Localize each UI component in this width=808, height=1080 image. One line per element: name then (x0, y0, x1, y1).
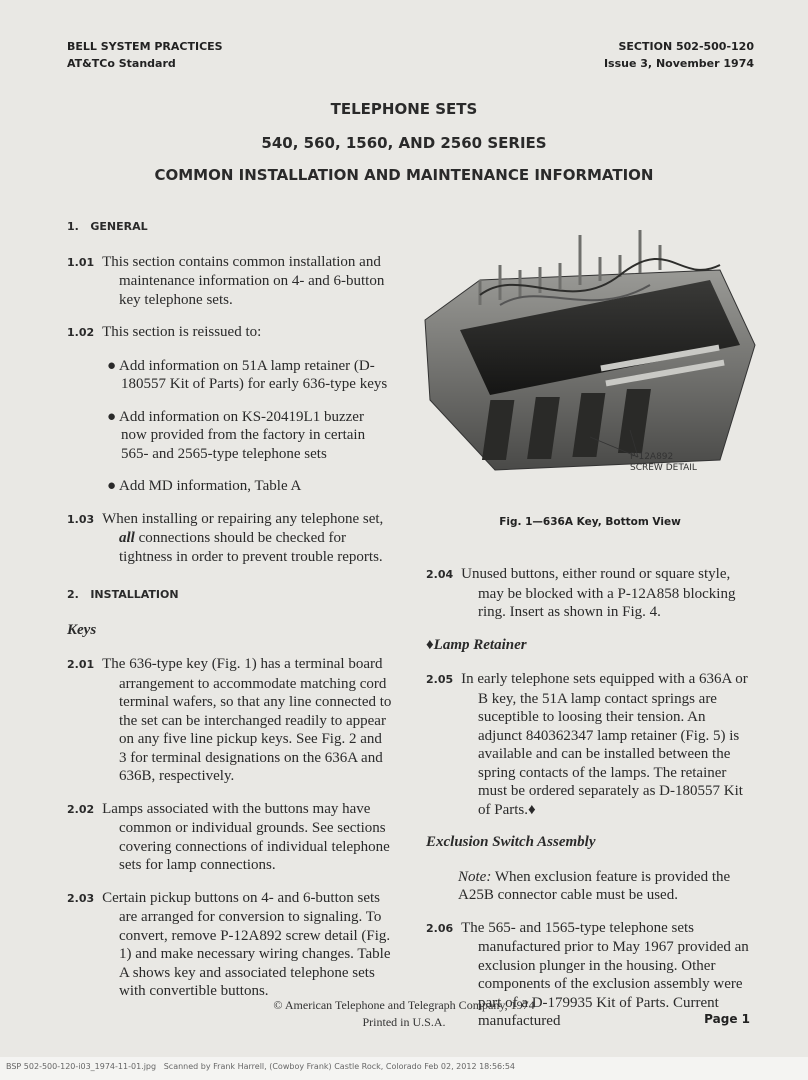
right-column (426, 565, 752, 1045)
paragraph-2-02: 2.02 Lamps associated with the buttons may have common or individual grounds. See sections covering connections of individual telephone sets for lamp connections. (67, 800, 390, 873)
header-issue: Issue 3, November 1974 (603, 57, 754, 70)
header-right (604, 38, 754, 72)
footer-copyright-block (0, 997, 808, 1031)
printed-in: Printed in U.S.A. (362, 1015, 446, 1029)
left-column (67, 218, 392, 1015)
paragraph-2-03: 2.03 Certain pickup buttons on 4- and 6-button sets are arranged for conversion to signaling. To convert, remove P-12A892 screw detail (Fig. 1) and make necessary wiring changes. Table A shows key and associated telephone sets with convertible buttons. (67, 889, 391, 999)
note-exclusion: Note: When exclusion feature is provided the A25B connector cable must be used. (458, 868, 731, 903)
paragraph-2-04: 2.04 Unused buttons, either round or square style, may be blocked with a P-12A858 blocking ring. Insert as shown in Fig. 4. (426, 566, 736, 620)
figure-636a-key-photo (420, 225, 760, 480)
bullet-buzzer: ● Add information on KS-20419L1 buzzer now provided from the factory in certain 565- and 2565-type telephone sets (107, 408, 366, 462)
figure-caption: Fig. 1—636A Key, Bottom View (499, 516, 681, 528)
paragraph-1-01: 1.01 This section contains common installation and maintenance information on 4- and 6-button key telephone sets. (67, 253, 385, 308)
title-series: 540, 560, 1560, AND 2560 SERIES (261, 134, 547, 152)
page-number: Page 1 (704, 1012, 750, 1026)
scan-info-strip (0, 1057, 808, 1080)
bullet-lamp-retainer: ● Add information on 51A lamp retainer (D-180557 Kit of Parts) for early 636-type keys (107, 357, 388, 392)
paragraph-2-06: 2.06 The 565- and 1565-type telephone sets manufactured prior to May 1967 provided an exclusion plunger in the housing. Other components of the exclusion assembly were part of a D-179935 Kit of Parts. Current manufactured (426, 919, 749, 1029)
title-telephone-sets: TELEPHONE SETS (330, 100, 478, 118)
figure-callout: P-12A892 SCREW DETAIL (630, 452, 697, 473)
header-publication: BELL SYSTEM PRACTICES (67, 40, 223, 53)
paragraph-2-05: 2.05 In early telephone sets equipped with a 636A or B key, the 51A lamp contact springs are suceptible to loosing their tension. An adjunct 840362347 lamp retainer (Fig. 5) is available and can be installed between the spring contacts of the lamps. The retainer must be ordered separately as D-180557 Kit of Parts.♦ (426, 671, 748, 818)
scan-info: BSP 502-500-120-i03_1974-11-01.jpg Scanned by Frank Harrell, (Cowboy Frank) Castle Rock, Colorado Feb 02, 2012 18:56:54 (6, 1062, 515, 1071)
header-section: SECTION 502-500-120 (618, 40, 754, 53)
section-general-heading: 1. GENERAL (67, 220, 148, 233)
header-standard: AT&TCo Standard (67, 57, 176, 70)
paragraph-1-03: 1.03 When installing or repairing any telephone set, all connections should be checked for tightness in order to prevent trouble reports. (67, 510, 384, 565)
title-common-info: COMMON INSTALLATION AND MAINTENANCE INFORMATION (154, 166, 654, 184)
exclusion-switch-heading: Exclusion Switch Assembly (426, 834, 596, 850)
header-left (67, 38, 223, 72)
bullet-md-info: ● Add MD information, Table A (107, 478, 302, 494)
section-installation-heading: 2. INSTALLATION (67, 588, 179, 601)
lamp-retainer-heading: ♦Lamp Retainer (426, 636, 527, 653)
keys-heading: Keys (67, 621, 97, 638)
copyright: © American Telephone and Telegraph Company, 1974 (273, 998, 535, 1012)
key-assembly-illustration (420, 225, 760, 480)
paragraph-2-01: 2.01 The 636-type key (Fig. 1) has a terminal board arrangement to accommodate matching cord terminal wafers, so that any line connected to the set can be interchanged readily to appear on any five line pickup keys. See Fig. 2 and 3 for terminal designations on the 636A and 636B, respectively. (67, 656, 392, 784)
paragraph-1-02: 1.02 This section is reissued to: (67, 324, 262, 340)
